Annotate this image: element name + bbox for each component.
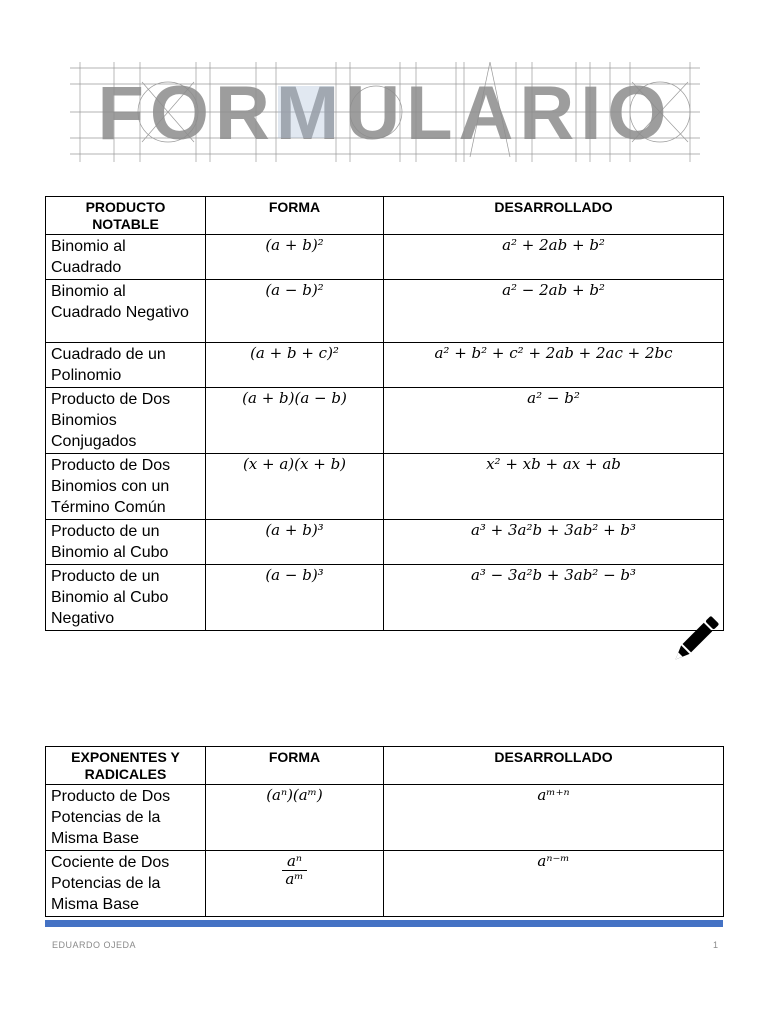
row-desarrollado: a³ − 3a²b + 3ab² − b³: [384, 565, 724, 631]
table-row: [46, 235, 724, 280]
fraction-denominator: aᵐ: [282, 870, 306, 888]
title-text: FORMULARIO: [97, 71, 673, 156]
row-name: Producto de Dos Binomios Conjugados: [46, 388, 206, 454]
fraction-numerator: aⁿ: [286, 852, 303, 870]
row-desarrollado: a² + 2ab + b²: [384, 235, 724, 280]
row-desarrollado: a² + b² + c² + 2ab + 2ac + 2bc: [384, 343, 724, 388]
productos-notables-table: [45, 196, 724, 631]
table-row: [46, 454, 724, 520]
table-row: [46, 343, 724, 388]
footer-bar: [45, 920, 723, 927]
row-desarrollado: a² − 2ab + b²: [384, 280, 724, 343]
row-desarrollado: a³ + 3a²b + 3ab² + b³: [384, 520, 724, 565]
row-desarrollado: a² − b²: [384, 388, 724, 454]
title-formulario: [70, 62, 700, 162]
row-name: Binomio al Cuadrado Negativo: [46, 280, 206, 343]
row-name: Cociente de Dos Potencias de la Misma Base: [46, 851, 206, 917]
exponentes-radicales-table: [45, 746, 724, 917]
row-desarrollado: x² + xb + ax + ab: [384, 454, 724, 520]
row-forma: (a + b)²: [206, 235, 384, 280]
header-desarrollado: DESARROLLADO: [384, 197, 724, 235]
table-row: [46, 851, 724, 917]
row-forma: (a + b)(a − b): [206, 388, 384, 454]
fraction: [282, 853, 306, 888]
row-forma: (aⁿ)(aᵐ): [206, 785, 384, 851]
row-forma: (a + b)³: [206, 520, 384, 565]
row-forma: (a − b)³: [206, 565, 384, 631]
header-forma: FORMA: [206, 197, 384, 235]
page-number: 1: [712, 940, 718, 950]
row-name: Producto de un Binomio al Cubo Negativo: [46, 565, 206, 631]
header-forma: FORMA: [206, 747, 384, 785]
table-row: [46, 565, 724, 631]
table-row: [46, 388, 724, 454]
row-forma: (a + b + c)²: [206, 343, 384, 388]
header-producto-notable: PRODUCTO NOTABLE: [46, 197, 206, 235]
row-forma: (x + a)(x + b): [206, 454, 384, 520]
header-exponentes-radicales: EXPONENTES Y RADICALES: [46, 747, 206, 785]
pencil-icon: [672, 614, 720, 664]
table-header-row: [46, 747, 724, 785]
header-desarrollado: DESARROLLADO: [384, 747, 724, 785]
table-row: [46, 520, 724, 565]
row-name: Producto de un Binomio al Cubo: [46, 520, 206, 565]
table-header-row: [46, 197, 724, 235]
footer-author: EDUARDO OJEDA: [52, 940, 137, 950]
row-name: Binomio al Cuadrado: [46, 235, 206, 280]
row-forma: (a − b)²: [206, 280, 384, 343]
row-desarrollado: aᵐ⁺ⁿ: [384, 785, 724, 851]
row-forma: [206, 851, 384, 917]
row-name: Cuadrado de un Polinomio: [46, 343, 206, 388]
row-name: Producto de Dos Potencias de la Misma Base: [46, 785, 206, 851]
row-desarrollado: aⁿ⁻ᵐ: [384, 851, 724, 917]
row-name: Producto de Dos Binomios con un Término Común: [46, 454, 206, 520]
table-row: [46, 280, 724, 343]
table-row: [46, 785, 724, 851]
